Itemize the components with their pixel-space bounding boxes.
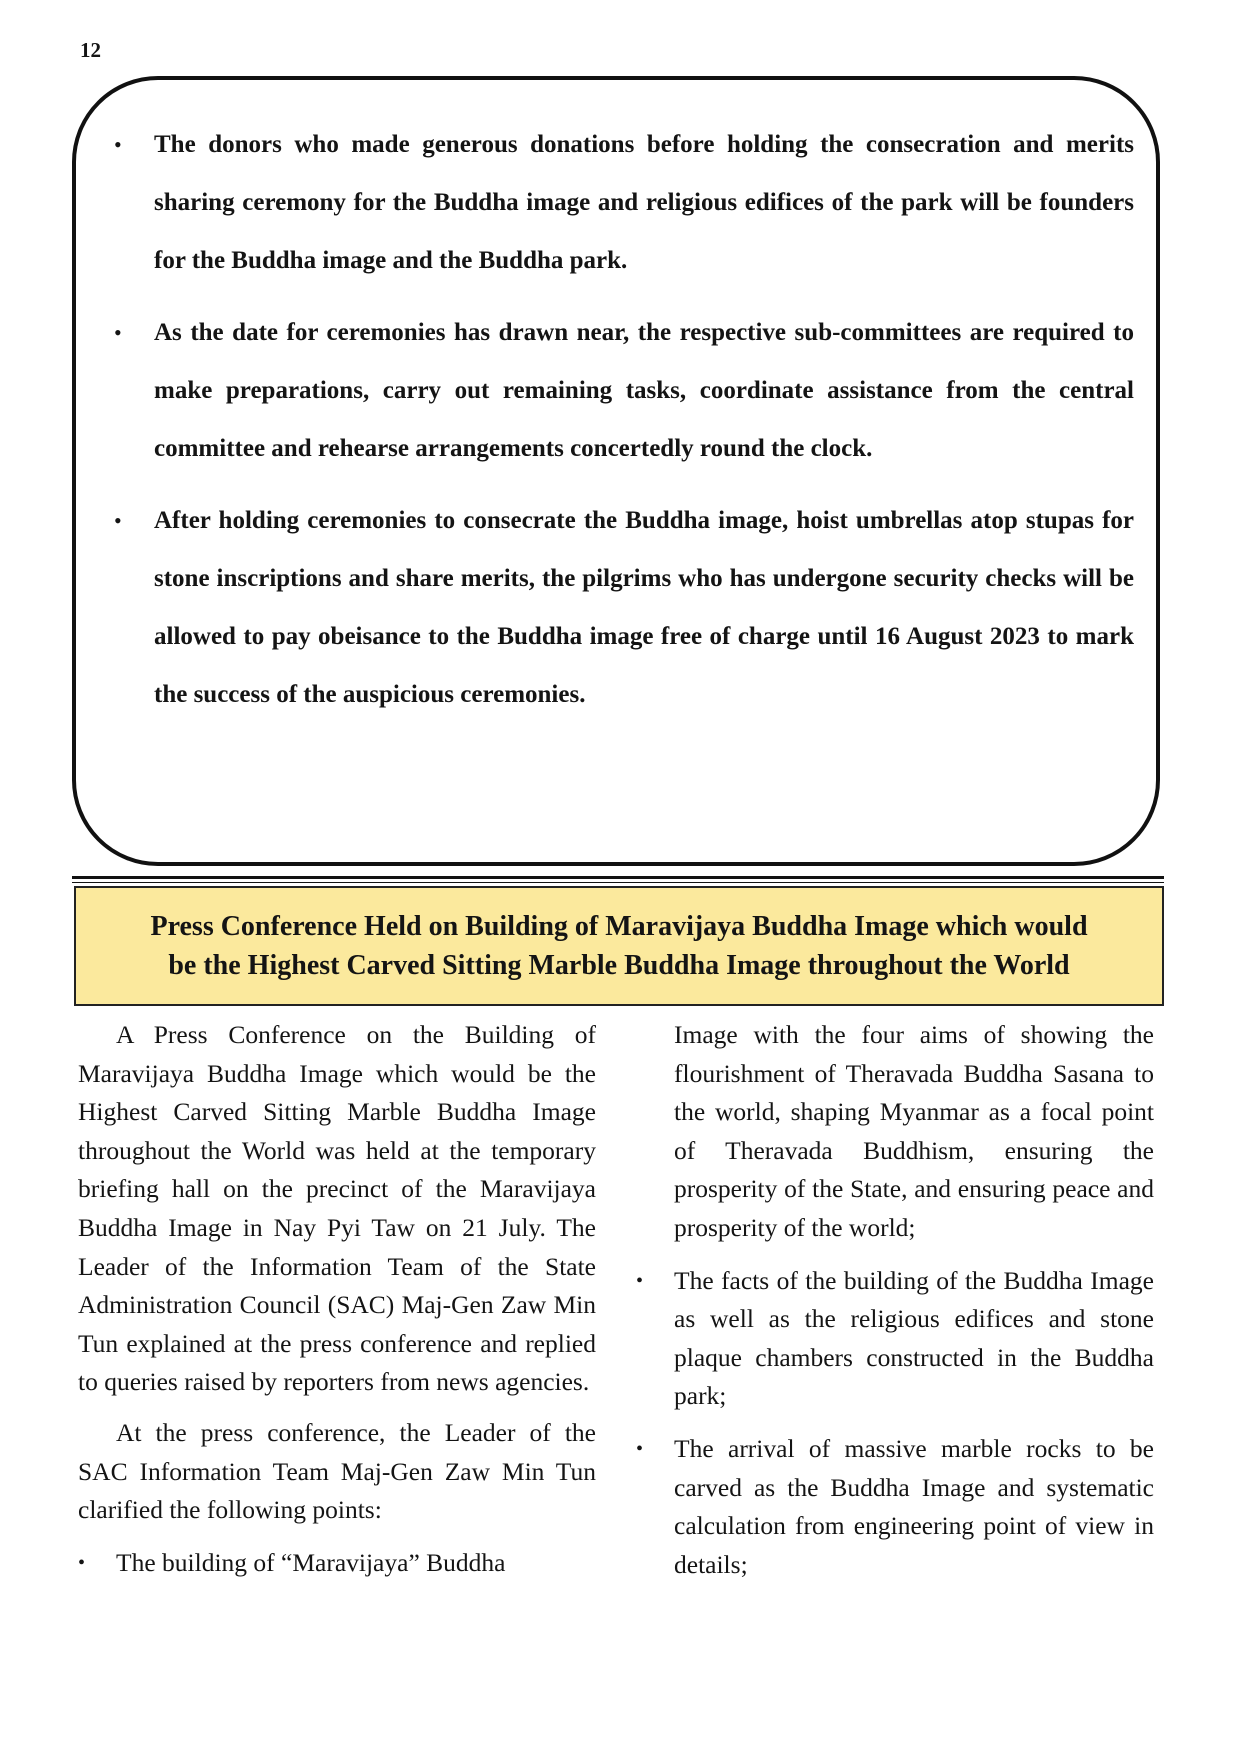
announcement-item-text: The donors who made generous donations before holding the consecration and merits sharing ceremony for the Buddha image and religious edifices of the park will be founders for the Buddha image and the Buddha park. xyxy=(154,131,1134,274)
point-item xyxy=(636,1262,1154,1416)
article-title-line-1: Press Conference Held on Building of Maravijaya Buddha Image which would xyxy=(150,911,1088,942)
article-heading-box xyxy=(74,886,1164,1006)
article-paragraph: A Press Conference on the Building of Maravijaya Buddha Image which would be the Highest Carved Sitting Marble Buddha Image throughout the World was held at the temporary briefing hall on the precinct of the Maravijaya Buddha Image in Nay Pyi Taw on 21 July. The Leader of the Information Team of the State Administration Council (SAC) Maj-Gen Zaw Min Tun explained at the press conference and replied to queries raised by reporters from news agencies. xyxy=(78,1020,596,1397)
point-text: The facts of the building of the Buddha Image as well as the religious edifices and stone plaque chambers constructed in the Buddha park; xyxy=(674,1265,1154,1411)
announcement-item xyxy=(114,492,1134,724)
announcement-item xyxy=(114,116,1134,290)
announcement-item-text: After holding ceremonies to consecrate the Buddha image, hoist umbrellas atop stupas for stone inscriptions and share merits, the pilgrims who has undergone security checks will be allowed to pay obeisance to the Buddha image free of charge until 16 August 2023 to mark the success of the auspicious ceremonies. xyxy=(154,507,1134,708)
points-list xyxy=(636,1262,1154,1585)
article-paragraph: At the press conference, the Leader of the SAC Information Team Maj-Gen Zaw Min Tun clarified the following points: xyxy=(78,1417,596,1525)
article-column-right xyxy=(636,1016,1154,1584)
article-title xyxy=(130,907,1107,985)
announcement-list xyxy=(114,116,1134,738)
point-text: The building of “Maravijaya” Buddha xyxy=(116,1547,506,1577)
bullet-icon: • xyxy=(114,320,122,345)
point-item xyxy=(78,1544,596,1583)
announcement-item xyxy=(114,304,1134,478)
announcement-item-text: As the date for ceremonies has drawn near, the respective sub-committees are required to make preparations, carry out remaining tasks, coordinate assistance from the central committee and rehearse arrangements concertedly round the clock. xyxy=(154,319,1134,462)
bullet-icon: • xyxy=(114,132,122,157)
bullet-icon: • xyxy=(114,508,122,533)
bullet-icon: • xyxy=(636,1437,644,1460)
bullet-icon: • xyxy=(636,1269,644,1292)
point-continuation: Image with the four aims of showing the flourishment of Theravada Buddha Sasana to the world, shaping Myanmar as a focal point of Theravada Buddhism, ensuring the prosperity of the State, and ensuring peace and prosperity of the world; xyxy=(674,1020,1154,1242)
divider xyxy=(72,882,1164,883)
divider xyxy=(72,876,1164,879)
article-title-line-2: be the Highest Carved Sitting Marble Buddha Image throughout the World xyxy=(168,950,1070,981)
point-item xyxy=(636,1430,1154,1584)
article-column-left xyxy=(78,1016,596,1582)
announcement-box xyxy=(72,76,1160,866)
point-text: The arrival of massive marble rocks to be carved as the Buddha Image and systematic calculation from engineering point of view in details; xyxy=(674,1433,1154,1579)
page-number: 12 xyxy=(80,38,101,62)
bullet-icon: • xyxy=(78,1551,86,1574)
points-list xyxy=(78,1544,596,1583)
